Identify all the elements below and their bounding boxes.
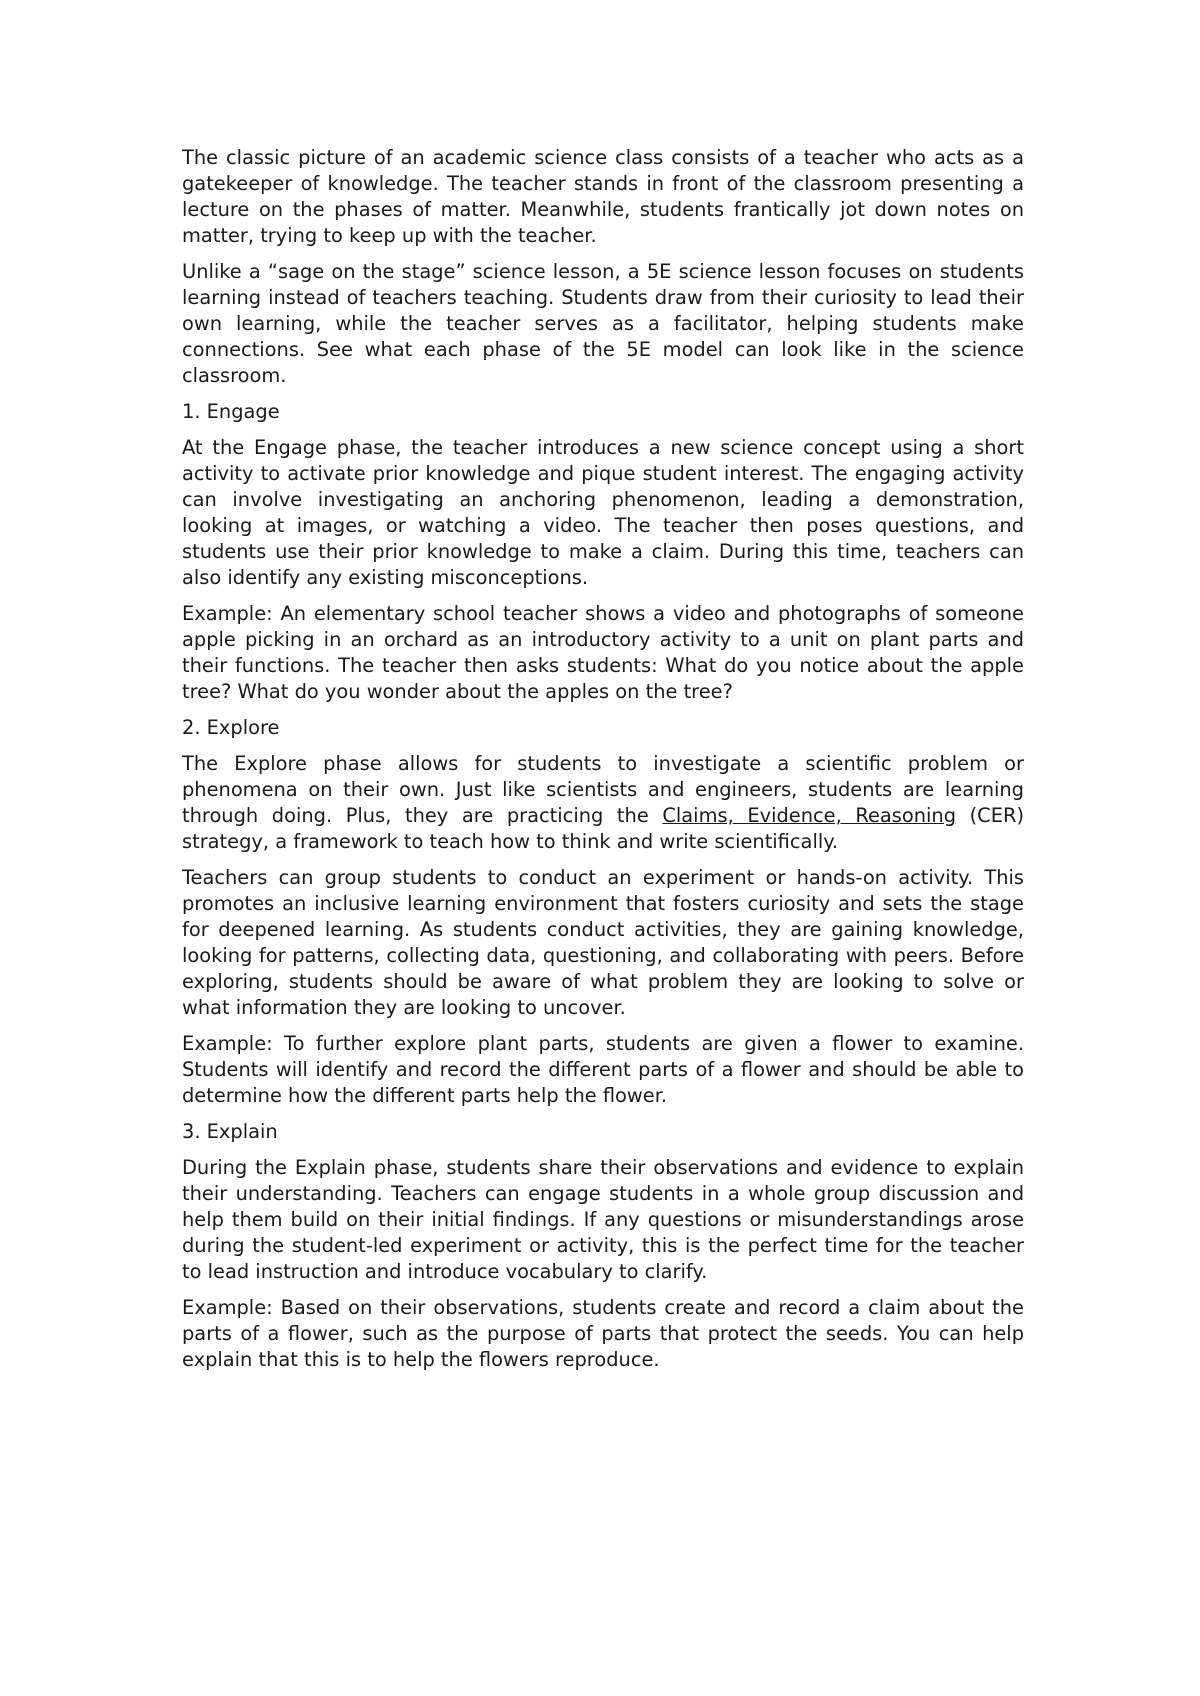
explore-text-before-link: The Explore phase allows for students to investigate a scientific problem or phenomena on their own. Just like scientists and engineers, students are learning through doing. Plus, they are practicing the bbox=[182, 752, 1024, 827]
engage-heading: 1. Engage bbox=[182, 400, 280, 423]
intro-paragraph-1: The classic picture of an academic science class consists of a teacher who acts as a gatekeeper of knowledge. The teacher stands in front of the classroom presenting a lecture on the phases of matter. Meanwhile, students frantically jot down notes on matter, trying to keep up with the teacher. bbox=[182, 146, 1024, 247]
explain-example: Example: Based on their observations, students create and record a claim about the parts of a flower, such as the purpose of parts that protect the seeds. You can help explain that this is to help the flowers reproduce. bbox=[182, 1296, 1024, 1371]
intro-paragraph-2: Unlike a “sage on the stage” science lesson, a 5E science lesson focuses on students learning instead of teachers teaching. Students draw from their curiosity to lead their own learning, while the teacher serves as a facilitator, helping students make connections. See what each phase of the 5E model can look like in the science classroom. bbox=[182, 260, 1024, 387]
explain-paragraph: During the Explain phase, students share their observations and evidence to explain their understanding. Teachers can engage students in a whole group discussion and help them build on their initial findings. If any questions or misunderstandings arose during the student-led experiment or activity, this is the perfect time for the teacher to lead instruction and introduce vocabulary to clarify. bbox=[182, 1156, 1024, 1283]
explore-example: Example: To further explore plant parts, students are given a flower to examine. Students will identify and record the different parts of a flower and should be able to determine how the different parts help the flower. bbox=[182, 1032, 1024, 1107]
explore-heading: 2. Explore bbox=[182, 716, 280, 739]
document-body bbox=[182, 145, 1024, 1383]
cer-link[interactable]: Claims, Evidence, Reasoning bbox=[662, 804, 956, 827]
engage-example: Example: An elementary school teacher shows a video and photographs of someone apple picking in an orchard as an introductory activity to a unit on plant parts and their functions. The teacher then asks students: What do you notice about the apple tree? What do you wonder about the apples on the tree? bbox=[182, 602, 1024, 703]
engage-paragraph: At the Engage phase, the teacher introduces a new science concept using a short activity to activate prior knowledge and pique student interest. The engaging activity can involve investigating an anchoring phenomenon, leading a demonstration, looking at images, or watching a video. The teacher then poses questions, and students use their prior knowledge to make a claim. During this time, teachers can also identify any existing misconceptions. bbox=[182, 436, 1024, 589]
explore-paragraph-2: Teachers can group students to conduct an experiment or hands-on activity. This promotes an inclusive learning environment that fosters curiosity and sets the stage for deepened learning. As students conduct activities, they are gaining knowledge, looking for patterns, collecting data, questioning, and collaborating with peers. Before exploring, students should be aware of what problem they are looking to solve or what information they are looking to uncover. bbox=[182, 866, 1024, 1019]
explain-heading: 3. Explain bbox=[182, 1120, 278, 1143]
explore-paragraph bbox=[182, 751, 1024, 855]
explore-text-after-link: (CER) strategy, a framework to teach how to think and write scientifically. bbox=[182, 804, 1025, 853]
